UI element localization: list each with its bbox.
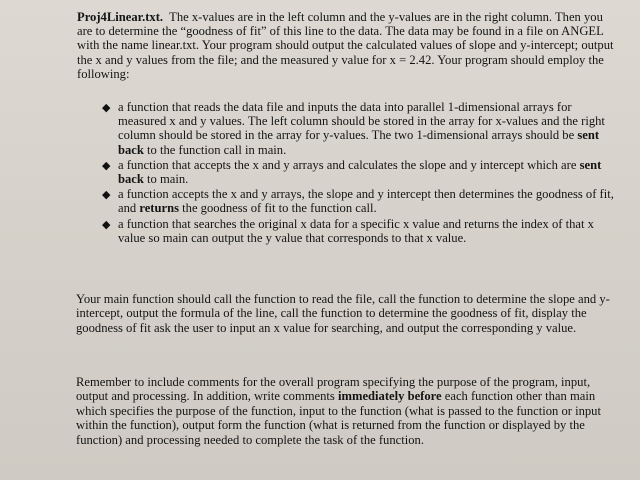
list-item-text-end: to the function call in main. bbox=[143, 142, 287, 157]
list-item-emphasis: sent back bbox=[118, 128, 600, 157]
list-item-text-end: to main. bbox=[143, 172, 189, 187]
list-item-emphasis: sent back bbox=[118, 157, 602, 187]
comments-paragraph bbox=[76, 375, 616, 447]
diamond-bullet-icon: ◆ bbox=[102, 102, 111, 114]
requirements-list bbox=[102, 100, 618, 246]
list-item bbox=[102, 157, 618, 187]
list-item bbox=[102, 187, 618, 216]
list-item bbox=[102, 216, 618, 245]
list-item-text: a function that accepts the x and y arrays and calculates the slope and y intercept which are bbox=[118, 157, 580, 172]
list-item-text-end: the goodness of fit to the function call. bbox=[179, 201, 377, 216]
diamond-bullet-icon: ◆ bbox=[102, 159, 111, 172]
comments-text: Remember to include comments for the overall program specifying the purpose of the program, input, output and processing. In addition, write comments bbox=[76, 375, 591, 404]
list-item-text: a function accepts the x and y arrays, the slope and y intercept then determines the goodness of fit, and bbox=[118, 187, 614, 216]
diamond-bullet-icon: ◆ bbox=[102, 189, 111, 202]
list-item-emphasis: returns bbox=[139, 201, 179, 216]
diamond-bullet-icon: ◆ bbox=[102, 218, 111, 231]
intro-text: The x-values are in the left column and the y-values are in the right column. Then you are to determine the “goodness of fit” of this line to the data. The data may be found in a file on ANGEL with the name linear.txt. Your program should output the calculated values of slope and y-intercept; output the x and y values from the file; and the measured y value for x = 2.42. Your program should employ the following: bbox=[77, 10, 614, 81]
main-function-paragraph: Your main function should call the function to read the file, call the function to determine the slope and y-intercept, output the formula of the line, call the function to determine the goodness of fit, display the goodness of fit ask the user to input an x value for searching, and output the corresponding y value. bbox=[76, 292, 610, 335]
list-item-text: a function that reads the data file and inputs the data into parallel 1-dimensional arrays for measured x and y values. The left column should be stored in the array for x-values and the right column should be stored in the array for y-values. The two 1-dimensional arrays should be bbox=[118, 100, 605, 143]
comments-text-end: each function other than main which specifies the purpose of the function, input to the function (what is passed to the function or input within the function), output form the function (what is returned from the function or displayed by the function) and processing needed to complete the task of the function. bbox=[76, 389, 601, 447]
list-item bbox=[102, 100, 618, 157]
document-title: Proj4Linear.txt. bbox=[77, 10, 164, 24]
list-item-text: a function that searches the original x data for a specific x value and returns the index of that x value so main can output the y value that corresponds to that x value. bbox=[118, 216, 594, 245]
comments-emphasis: immediately before bbox=[337, 389, 442, 404]
intro-paragraph bbox=[77, 10, 617, 81]
